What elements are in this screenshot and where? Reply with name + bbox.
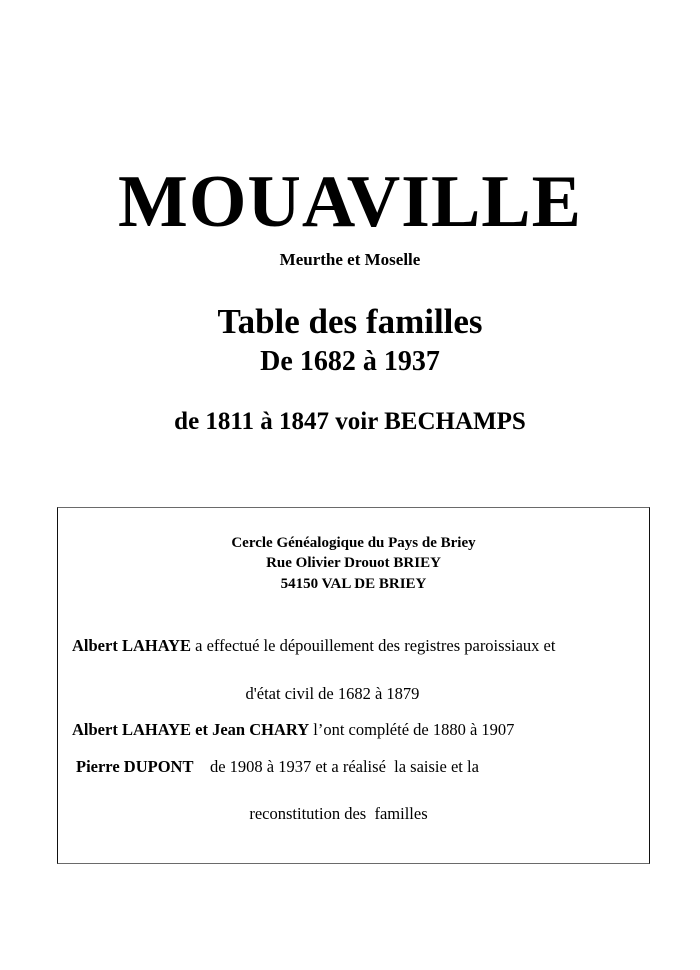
credit-entry [58,638,649,702]
credit-entry-line [58,722,649,739]
paragraph-spacer [58,702,649,722]
credits-box [57,507,650,864]
paragraph-spacer [58,739,649,759]
credit-entry [58,722,649,739]
organization-street: Rue Olivier Drouot BRIEY [266,555,441,572]
organization-name: Cercle Généalogique du Pays de Briey [231,535,476,551]
contributor-description: l’ont complété de 1880 à 1907 [309,720,515,740]
credit-entry [58,756,649,824]
document-subtitle: Meurthe et Moselle [279,250,421,270]
contributor-description: de 1908 à 1937 et a réalisé la saisie et la [193,756,479,776]
line-spacer [58,655,649,686]
credit-entry-line-continued: d'état civil de 1682 à 1879 [245,683,420,703]
page-title: MOUAVILLE [117,161,583,243]
credit-entry-line [58,756,649,776]
document-section-title: Table des familles [217,301,483,341]
contributor-name: Pierre DUPONT [76,756,194,776]
contributor-description: a effectué le dépouillement des registres paroissiaux et [191,636,556,656]
contributor-name: Albert LAHAYE et Jean CHARY [72,720,310,740]
line-spacer [58,775,649,806]
title-block [0,0,700,435]
credit-entry-line-continued: reconstitution des familles [249,804,428,824]
credit-entry-line [58,638,649,655]
document-date-range: De 1682 à 1937 [260,345,440,377]
document-cross-reference-note: de 1811 à 1847 voir BECHAMPS [174,407,526,435]
contributor-name: Albert LAHAYE [72,636,192,656]
credit-entries [58,594,649,823]
organization-city: 54150 VAL DE BRIEY [280,575,427,592]
organization-block [58,508,649,594]
